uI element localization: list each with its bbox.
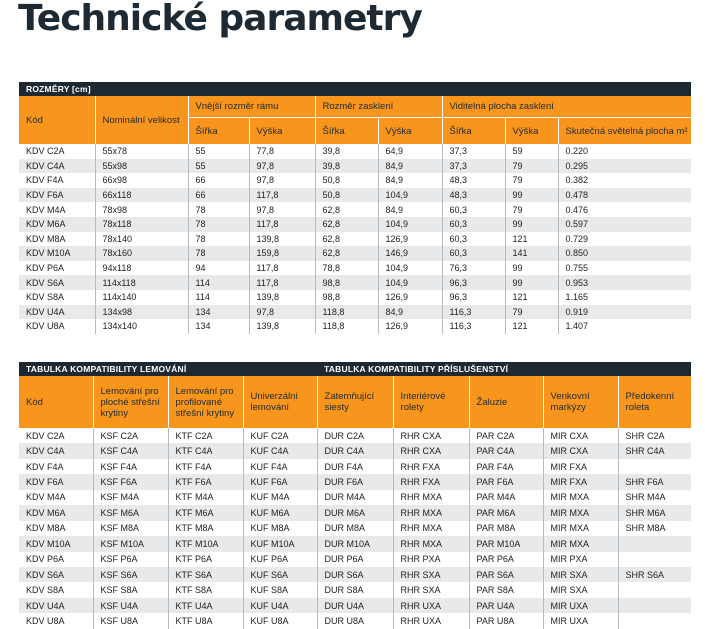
compatibility-cell: KSF S8A	[93, 582, 168, 597]
compatibility-cell: KTF U4A	[168, 598, 243, 613]
dimensions-section-label: ROZMĚRY [cm]	[19, 82, 691, 96]
compatibility-cell: RHR UXA	[393, 598, 469, 613]
dimensions-cell: 39,8	[315, 144, 378, 159]
dimensions-cell: 79	[505, 202, 558, 217]
compatibility-cell: KDV U8A	[19, 613, 93, 628]
compatibility-cell: RHR MXA	[393, 536, 469, 551]
dimensions-cell: 0.478	[558, 188, 691, 203]
dimensions-cell: 62,8	[315, 246, 378, 261]
compatibility-row	[19, 505, 691, 520]
compatibility-row	[19, 428, 691, 443]
dimensions-cell: 117,8	[249, 217, 315, 232]
dimensions-cell: 159,8	[249, 246, 315, 261]
compatibility-cell: KSF U4A	[93, 598, 168, 613]
dimensions-cell: 134x98	[95, 305, 188, 320]
compatibility-cell: DUR M8A	[317, 521, 393, 536]
header-light-area: Skutečná světelná plocha m²	[558, 118, 691, 145]
compatibility-cell: PAR M6A	[469, 505, 543, 520]
dimensions-cell: KDV S6A	[19, 275, 95, 290]
dimensions-cell: 99	[505, 261, 558, 276]
dimensions-cell: KDV M4A	[19, 202, 95, 217]
dimensions-cell: 78x98	[95, 202, 188, 217]
compatibility-cell: MIR MXA	[543, 521, 618, 536]
header-glazing-size: Rozměr zasklení	[315, 96, 442, 118]
compatibility-cell: MIR MXA	[543, 505, 618, 520]
header-frame-width: Šířka	[188, 118, 249, 145]
dimensions-cell: KDV M8A	[19, 232, 95, 247]
dimensions-cell: 114	[188, 290, 249, 305]
compatibility-cell: KSF M4A	[93, 490, 168, 505]
dimensions-cell: 114x118	[95, 275, 188, 290]
compatibility-row	[19, 443, 691, 458]
compatibility-cell: RHR CXA	[393, 428, 469, 443]
dimensions-cell: 60,3	[442, 232, 505, 247]
compatibility-cell: KSF P6A	[93, 552, 168, 567]
dimensions-cell: KDV C2A	[19, 144, 95, 159]
compatibility-cell: KDV M8A	[19, 521, 93, 536]
dimensions-cell: 96,3	[442, 275, 505, 290]
dimensions-cell: 97,8	[249, 173, 315, 188]
dimensions-cell: 60,3	[442, 202, 505, 217]
compatibility-cell: DUR M10A	[317, 536, 393, 551]
compatibility-row	[19, 459, 691, 474]
dimensions-cell: 62,8	[315, 202, 378, 217]
dimensions-cell: 50,8	[315, 173, 378, 188]
dimensions-cell: 114x140	[95, 290, 188, 305]
compatibility-cell	[618, 459, 691, 474]
compatibility-cell: KDV F4A	[19, 459, 93, 474]
compatibility-cell: DUR M4A	[317, 490, 393, 505]
dimensions-cell: 55	[188, 159, 249, 174]
compatibility-cell: KUF U8A	[243, 613, 317, 628]
header-code: Kód	[19, 96, 95, 144]
dimensions-cell: 78	[188, 202, 249, 217]
dimensions-cell: 116,3	[442, 305, 505, 320]
dimensions-cell: 0.850	[558, 246, 691, 261]
compatibility-cell: KDV C4A	[19, 443, 93, 458]
compatibility-cell: KDV P6A	[19, 552, 93, 567]
compatibility-cell: KUF U4A	[243, 598, 317, 613]
compatibility-cell: PAR U8A	[469, 613, 543, 628]
compatibility-cell: KUF M8A	[243, 521, 317, 536]
compatibility-cell: SHR M8A	[618, 521, 691, 536]
header-visible-height: Výška	[505, 118, 558, 145]
compatibility-header: Lemování pro profilované střešní krytiny	[168, 376, 243, 428]
dimensions-cell: 126,9	[378, 290, 442, 305]
dimensions-cell: KDV M6A	[19, 217, 95, 232]
compatibility-cell: KDV S6A	[19, 567, 93, 582]
dimensions-cell: 0.729	[558, 232, 691, 247]
dimensions-cell: 0.597	[558, 217, 691, 232]
header-frame-height: Výška	[249, 118, 315, 145]
compatibility-cell: MIR FXA	[543, 459, 618, 474]
accessories-section-label: TABULKA KOMPATIBILITY PŘÍSLUŠENSTVÍ	[317, 362, 691, 376]
dimensions-cell: 134	[188, 305, 249, 320]
compatibility-cell: MIR FXA	[543, 474, 618, 489]
dimensions-row	[19, 319, 691, 334]
dimensions-cell: 55	[188, 144, 249, 159]
dimensions-cell: KDV F4A	[19, 173, 95, 188]
dimensions-row	[19, 232, 691, 247]
compatibility-row	[19, 582, 691, 597]
dimensions-cell: 117,8	[249, 188, 315, 203]
compatibility-header: Lemování pro ploché střešní krytiny	[93, 376, 168, 428]
dimensions-cell: 121	[505, 319, 558, 334]
compatibility-cell: KUF M4A	[243, 490, 317, 505]
compatibility-row	[19, 536, 691, 551]
compatibility-cell: KUF M6A	[243, 505, 317, 520]
dimensions-cell: 139,8	[249, 290, 315, 305]
dimensions-cell: 0.476	[558, 202, 691, 217]
compatibility-cell	[618, 613, 691, 628]
dimensions-cell: 66	[188, 188, 249, 203]
compatibility-cell: KSF M6A	[93, 505, 168, 520]
compatibility-cell: DUR U8A	[317, 613, 393, 628]
compatibility-cell: KDV C2A	[19, 428, 93, 443]
compatibility-row	[19, 613, 691, 628]
compatibility-table	[19, 362, 691, 629]
compatibility-cell: KTF M4A	[168, 490, 243, 505]
compatibility-cell: KSF M10A	[93, 536, 168, 551]
dimensions-cell: 121	[505, 290, 558, 305]
dimensions-cell: 141	[505, 246, 558, 261]
compatibility-row	[19, 521, 691, 536]
compatibility-cell: DUR U4A	[317, 598, 393, 613]
compatibility-cell: KSF M8A	[93, 521, 168, 536]
dimensions-cell: 55x78	[95, 144, 188, 159]
dimensions-cell: 66x98	[95, 173, 188, 188]
dimensions-cell: 0.220	[558, 144, 691, 159]
dimensions-cell: 1.407	[558, 319, 691, 334]
compatibility-cell: KTF M10A	[168, 536, 243, 551]
dimensions-cell: 97,8	[249, 305, 315, 320]
compatibility-row	[19, 567, 691, 582]
dimensions-cell: 0.953	[558, 275, 691, 290]
compatibility-cell: KUF F6A	[243, 474, 317, 489]
header-outer-frame: Vnější rozměr rámu	[188, 96, 315, 118]
compatibility-cell: RHR FXA	[393, 459, 469, 474]
compatibility-cell: RHR MXA	[393, 490, 469, 505]
dimensions-cell: 79	[505, 159, 558, 174]
dimensions-cell: 84,9	[378, 305, 442, 320]
compatibility-cell	[618, 598, 691, 613]
compatibility-cell: RHR FXA	[393, 474, 469, 489]
compatibility-cell: KDV U4A	[19, 598, 93, 613]
dimensions-cell: 76,3	[442, 261, 505, 276]
compatibility-cell: MIR MXA	[543, 490, 618, 505]
dimensions-cell: 0.919	[558, 305, 691, 320]
compatibility-cell: KSF C2A	[93, 428, 168, 443]
compatibility-row	[19, 490, 691, 505]
dimensions-cell: 84,9	[378, 173, 442, 188]
dimensions-cell: 78	[188, 246, 249, 261]
dimensions-row	[19, 188, 691, 203]
header-nominal-size: Nominální velikost	[95, 96, 188, 144]
compatibility-cell: KDV M10A	[19, 536, 93, 551]
dimensions-cell: 98,8	[315, 275, 378, 290]
dimensions-cell: 134	[188, 319, 249, 334]
compatibility-cell: RHR SXA	[393, 567, 469, 582]
compatibility-cell: SHR C4A	[618, 443, 691, 458]
dimensions-cell: 66x118	[95, 188, 188, 203]
compatibility-cell: KDV M6A	[19, 505, 93, 520]
dimensions-cell: 39,8	[315, 159, 378, 174]
dimensions-cell: 84,9	[378, 159, 442, 174]
dimensions-cell: 79	[505, 305, 558, 320]
dimensions-cell: 94	[188, 261, 249, 276]
compatibility-cell: PAR C4A	[469, 443, 543, 458]
compatibility-row	[19, 598, 691, 613]
dimensions-table	[19, 82, 691, 334]
compatibility-cell: KTF U8A	[168, 613, 243, 628]
compatibility-cell: RHR UXA	[393, 613, 469, 628]
compatibility-cell: RHR MXA	[393, 505, 469, 520]
header-visible-area: Viditelná plocha zasklení	[442, 96, 691, 118]
compatibility-cell: KTF F6A	[168, 474, 243, 489]
dimensions-cell: 104,9	[378, 275, 442, 290]
dimensions-cell: 99	[505, 217, 558, 232]
dimensions-cell: 77,8	[249, 144, 315, 159]
compatibility-cell: KTF P6A	[168, 552, 243, 567]
compatibility-cell: PAR U4A	[469, 598, 543, 613]
compatibility-cell: KTF M6A	[168, 505, 243, 520]
dimensions-cell: 117,8	[249, 275, 315, 290]
compatibility-cell: KUF C4A	[243, 443, 317, 458]
dimensions-cell: 104,9	[378, 188, 442, 203]
compatibility-header: Zatemňující siesty	[317, 376, 393, 428]
compatibility-cell: KSF C4A	[93, 443, 168, 458]
compatibility-cell: DUR F4A	[317, 459, 393, 474]
compatibility-cell: PAR S8A	[469, 582, 543, 597]
dimensions-row	[19, 202, 691, 217]
compatibility-cell: KSF S6A	[93, 567, 168, 582]
dimensions-cell: KDV P6A	[19, 261, 95, 276]
dimensions-cell: KDV S8A	[19, 290, 95, 305]
dimensions-cell: 78x160	[95, 246, 188, 261]
dimensions-row	[19, 173, 691, 188]
dimensions-row	[19, 159, 691, 174]
compatibility-cell: KTF C2A	[168, 428, 243, 443]
dimensions-cell: KDV U8A	[19, 319, 95, 334]
dimensions-cell: 96,3	[442, 290, 505, 305]
dimensions-cell: 121	[505, 232, 558, 247]
dimensions-cell: 78,8	[315, 261, 378, 276]
compatibility-cell: KUF C2A	[243, 428, 317, 443]
dimensions-cell: 79	[505, 173, 558, 188]
compatibility-cell: DUR F6A	[317, 474, 393, 489]
compatibility-cell: KUF F4A	[243, 459, 317, 474]
compatibility-header: Univerzální lemování	[243, 376, 317, 428]
compatibility-cell: DUR P6A	[317, 552, 393, 567]
dimensions-cell: 84,9	[378, 202, 442, 217]
compatibility-cell: PAR F4A	[469, 459, 543, 474]
compatibility-cell: KTF M8A	[168, 521, 243, 536]
compatibility-cell: DUR M6A	[317, 505, 393, 520]
dimensions-cell: 118,8	[315, 305, 378, 320]
dimensions-cell: 37,3	[442, 159, 505, 174]
dimensions-cell: 55x98	[95, 159, 188, 174]
compatibility-cell: PAR P6A	[469, 552, 543, 567]
dimensions-cell: 48,3	[442, 173, 505, 188]
dimensions-cell: 118,8	[315, 319, 378, 334]
compatibility-header: Kód	[19, 376, 93, 428]
dimensions-row	[19, 305, 691, 320]
compatibility-cell: KDV S8A	[19, 582, 93, 597]
dimensions-cell: 94x118	[95, 261, 188, 276]
compatibility-cell: MIR MXA	[543, 536, 618, 551]
compatibility-cell: KTF C4A	[168, 443, 243, 458]
dimensions-cell: 126,9	[378, 319, 442, 334]
compatibility-cell: DUR S8A	[317, 582, 393, 597]
dimensions-cell: 48,3	[442, 188, 505, 203]
compatibility-cell: KUF S8A	[243, 582, 317, 597]
compatibility-cell: KUF M10A	[243, 536, 317, 551]
dimensions-cell: 114	[188, 275, 249, 290]
dimensions-cell: 64,9	[378, 144, 442, 159]
dimensions-cell: 0.382	[558, 173, 691, 188]
compatibility-row	[19, 474, 691, 489]
dimensions-row	[19, 290, 691, 305]
compatibility-cell: PAR M8A	[469, 521, 543, 536]
compatibility-cell: MIR CXA	[543, 443, 618, 458]
dimensions-cell: 98,8	[315, 290, 378, 305]
dimensions-row	[19, 275, 691, 290]
compatibility-cell	[618, 536, 691, 551]
compatibility-cell: MIR UXA	[543, 598, 618, 613]
dimensions-cell: 37,3	[442, 144, 505, 159]
compatibility-cell: DUR C4A	[317, 443, 393, 458]
dimensions-cell: 99	[505, 275, 558, 290]
compatibility-cell: SHR C2A	[618, 428, 691, 443]
dimensions-row	[19, 144, 691, 159]
dimensions-cell: 78x118	[95, 217, 188, 232]
compatibility-cell: MIR CXA	[543, 428, 618, 443]
dimensions-row	[19, 261, 691, 276]
compatibility-cell: KSF U8A	[93, 613, 168, 628]
compatibility-cell	[618, 552, 691, 567]
compatibility-cell: KDV M4A	[19, 490, 93, 505]
dimensions-cell: 78	[188, 232, 249, 247]
compatibility-cell: SHR F6A	[618, 474, 691, 489]
compatibility-cell: KTF F4A	[168, 459, 243, 474]
header-glazing-height: Výška	[378, 118, 442, 145]
compatibility-header: Žaluzie	[469, 376, 543, 428]
compatibility-cell: MIR UXA	[543, 613, 618, 628]
dimensions-cell: 139,8	[249, 319, 315, 334]
dimensions-cell: 78x140	[95, 232, 188, 247]
compatibility-cell: MIR PXA	[543, 552, 618, 567]
compatibility-cell: DUR S6A	[317, 567, 393, 582]
compatibility-cell: RHR SXA	[393, 582, 469, 597]
compatibility-cell: SHR M4A	[618, 490, 691, 505]
dimensions-cell: 139,8	[249, 232, 315, 247]
compatibility-cell: KUF S6A	[243, 567, 317, 582]
compatibility-cell: PAR S6A	[469, 567, 543, 582]
dimensions-cell: 104,9	[378, 217, 442, 232]
dimensions-cell: 116,3	[442, 319, 505, 334]
dimensions-cell: 99	[505, 188, 558, 203]
dimensions-cell: 104,9	[378, 261, 442, 276]
dimensions-cell: 1.165	[558, 290, 691, 305]
dimensions-cell: 59	[505, 144, 558, 159]
compatibility-cell: KSF F6A	[93, 474, 168, 489]
compatibility-cell: SHR S6A	[618, 567, 691, 582]
dimensions-cell: KDV U4A	[19, 305, 95, 320]
compatibility-cell: PAR C2A	[469, 428, 543, 443]
dimensions-cell: 97,8	[249, 159, 315, 174]
dimensions-cell: KDV C4A	[19, 159, 95, 174]
compatibility-cell: SHR M6A	[618, 505, 691, 520]
dimensions-cell: 60,3	[442, 246, 505, 261]
dimensions-cell: 97,8	[249, 202, 315, 217]
compatibility-cell: RHR PXA	[393, 552, 469, 567]
compatibility-row	[19, 552, 691, 567]
compatibility-cell: MIR SXA	[543, 582, 618, 597]
dimensions-cell: KDV M10A	[19, 246, 95, 261]
dimensions-cell: 62,8	[315, 232, 378, 247]
compatibility-cell: KUF P6A	[243, 552, 317, 567]
compatibility-cell	[618, 582, 691, 597]
compatibility-header: Interiérové rolety	[393, 376, 469, 428]
dimensions-cell: 146,9	[378, 246, 442, 261]
dimensions-cell: 134x140	[95, 319, 188, 334]
dimensions-cell: 78	[188, 217, 249, 232]
compatibility-cell: KTF S8A	[168, 582, 243, 597]
dimensions-cell: KDV F6A	[19, 188, 95, 203]
dimensions-cell: 0.295	[558, 159, 691, 174]
compatibility-cell: RHR CXA	[393, 443, 469, 458]
compatibility-cell: PAR F6A	[469, 474, 543, 489]
dimensions-cell: 66	[188, 173, 249, 188]
dimensions-cell: 0.755	[558, 261, 691, 276]
compatibility-cell: DUR C2A	[317, 428, 393, 443]
dimensions-cell: 60,3	[442, 217, 505, 232]
dimensions-row	[19, 246, 691, 261]
page-title: Technické parametry	[18, 0, 422, 39]
dimensions-cell: 62,8	[315, 217, 378, 232]
compatibility-cell: PAR M10A	[469, 536, 543, 551]
compatibility-cell: MIR SXA	[543, 567, 618, 582]
compatibility-cell: KTF S6A	[168, 567, 243, 582]
compatibility-cell: PAR M4A	[469, 490, 543, 505]
dimensions-cell: 117,8	[249, 261, 315, 276]
dimensions-row	[19, 217, 691, 232]
compatibility-header: Venkovní markýzy	[543, 376, 618, 428]
dimensions-cell: 126,9	[378, 232, 442, 247]
flashing-section-label: TABULKA KOMPATIBILITY LEMOVÁNÍ	[19, 362, 317, 376]
compatibility-cell: KDV F6A	[19, 474, 93, 489]
header-visible-width: Šířka	[442, 118, 505, 145]
header-glazing-width: Šířka	[315, 118, 378, 145]
dimensions-cell: 50,8	[315, 188, 378, 203]
compatibility-cell: KSF F4A	[93, 459, 168, 474]
compatibility-header: Předokenní roleta	[618, 376, 691, 428]
compatibility-cell: RHR MXA	[393, 521, 469, 536]
